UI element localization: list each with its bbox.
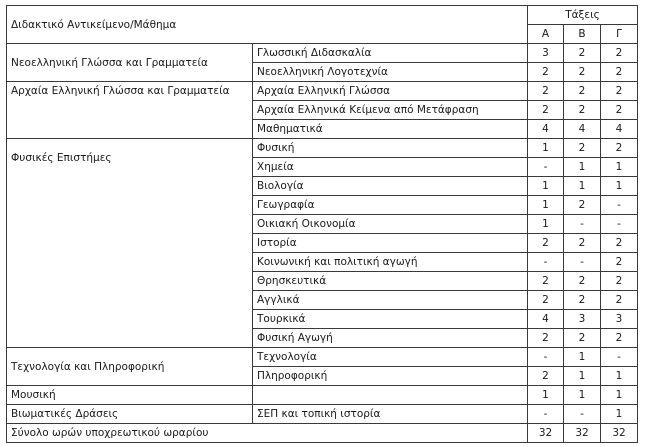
hours-b-cell: 1	[564, 158, 601, 177]
hours-b-cell: 2	[564, 329, 601, 348]
header-row	[7, 6, 638, 25]
hours-b-cell: -	[564, 405, 601, 424]
hours-c-cell: 2	[601, 272, 638, 291]
hours-b-cell: 3	[564, 310, 601, 329]
hours-a-cell: -	[528, 253, 564, 272]
table-row	[7, 44, 638, 63]
subject-cell: Τεχνολογία και Πληροφορική	[7, 348, 253, 386]
hours-b-cell: 1	[564, 386, 601, 405]
hours-a-cell: -	[528, 348, 564, 367]
hours-c-cell: 2	[601, 63, 638, 82]
course-cell: Πληροφορική	[253, 367, 528, 386]
course-cell: Κοινωνική και πολιτική αγωγή	[253, 253, 528, 272]
hours-b-cell: 2	[564, 82, 601, 101]
hours-b-cell: 2	[564, 196, 601, 215]
hours-a-cell: 2	[528, 272, 564, 291]
course-cell: Νεοελληνική Λογοτεχνία	[253, 63, 528, 82]
hours-c-cell: -	[601, 196, 638, 215]
hours-b-cell: 1	[564, 348, 601, 367]
hours-b-cell: 4	[564, 120, 601, 139]
hours-a-cell: 3	[528, 44, 564, 63]
hours-b-cell: 2	[564, 291, 601, 310]
course-cell: Τεχνολογία	[253, 348, 528, 367]
hours-c-cell: 1	[601, 177, 638, 196]
hours-a-cell: 2	[528, 82, 564, 101]
hours-c-cell: 1	[601, 386, 638, 405]
subject-cell: Βιωματικές Δράσεις	[7, 405, 253, 424]
hours-b-cell: 1	[564, 367, 601, 386]
class-c-header: Γ	[601, 25, 638, 44]
hours-a-cell: 1	[528, 196, 564, 215]
subject-header: Διδακτικό Αντικείμενο/Μάθημα	[7, 6, 528, 44]
table-row	[7, 386, 638, 405]
hours-c-cell: 1	[601, 367, 638, 386]
hours-a-cell: 1	[528, 177, 564, 196]
course-cell: Αρχαία Ελληνικά Κείμενα από Μετάφραση	[253, 101, 528, 120]
total-c-cell: 32	[601, 424, 638, 443]
course-cell: Φυσική	[253, 139, 528, 158]
course-cell: Γεωγραφία	[253, 196, 528, 215]
table-row	[7, 82, 638, 101]
hours-c-cell: 1	[601, 158, 638, 177]
hours-c-cell: 2	[601, 101, 638, 120]
hours-a-cell: 2	[528, 329, 564, 348]
hours-c-cell: 2	[601, 44, 638, 63]
hours-a-cell: 2	[528, 101, 564, 120]
hours-c-cell: 2	[601, 234, 638, 253]
hours-c-cell: 3	[601, 310, 638, 329]
course-cell: Γλωσσική Διδασκαλία	[253, 44, 528, 63]
course-cell: Οικιακή Οικονομία	[253, 215, 528, 234]
total-row	[7, 424, 638, 443]
hours-c-cell: -	[601, 215, 638, 234]
hours-b-cell: 2	[564, 139, 601, 158]
hours-a-cell: 2	[528, 367, 564, 386]
table-row	[7, 348, 638, 367]
hours-a-cell: 2	[528, 291, 564, 310]
timetable-container	[6, 5, 638, 443]
course-cell: Μαθηματικά	[253, 120, 528, 139]
hours-b-cell: 1	[564, 177, 601, 196]
course-cell: Αρχαία Ελληνική Γλώσσα	[253, 82, 528, 101]
course-cell: Φυσική Αγωγή	[253, 329, 528, 348]
classes-header: Τάξεις	[528, 6, 638, 25]
hours-c-cell: 2	[601, 139, 638, 158]
subject-cell: Φυσικές Επιστήμες	[7, 139, 253, 348]
table-row	[7, 405, 638, 424]
course-cell: Ιστορία	[253, 234, 528, 253]
hours-c-cell: 2	[601, 329, 638, 348]
hours-b-cell: -	[564, 253, 601, 272]
hours-b-cell: 2	[564, 234, 601, 253]
course-cell: Βιολογία	[253, 177, 528, 196]
hours-b-cell: 2	[564, 63, 601, 82]
hours-c-cell: 2	[601, 253, 638, 272]
hours-b-cell: 2	[564, 44, 601, 63]
hours-c-cell: 2	[601, 291, 638, 310]
weekly-hours-table	[6, 5, 638, 443]
subject-cell: Αρχαία Ελληνική Γλώσσα και Γραμματεία	[7, 82, 253, 139]
subject-cell: Μουσική	[7, 386, 253, 405]
total-b-cell: 32	[564, 424, 601, 443]
course-cell: Τουρκικά	[253, 310, 528, 329]
class-a-header: Α	[528, 25, 564, 44]
hours-a-cell: 1	[528, 139, 564, 158]
total-label: Σύνολο ωρών υποχρεωτικού ωραρίου	[7, 424, 528, 443]
hours-b-cell: 2	[564, 272, 601, 291]
hours-c-cell: 4	[601, 120, 638, 139]
course-cell: Αγγλικά	[253, 291, 528, 310]
subject-cell: Νεοελληνική Γλώσσα και Γραμματεία	[7, 44, 253, 82]
total-a-cell: 32	[528, 424, 564, 443]
hours-b-cell: -	[564, 215, 601, 234]
hours-a-cell: 1	[528, 215, 564, 234]
course-cell: Χημεία	[253, 158, 528, 177]
hours-a-cell: -	[528, 405, 564, 424]
course-cell: Θρησκευτικά	[253, 272, 528, 291]
hours-c-cell: -	[601, 348, 638, 367]
hours-a-cell: 2	[528, 234, 564, 253]
hours-a-cell: -	[528, 158, 564, 177]
hours-a-cell: 2	[528, 63, 564, 82]
hours-b-cell: 2	[564, 101, 601, 120]
table-row	[7, 139, 638, 158]
course-cell: ΣΕΠ και τοπική ιστορία	[253, 405, 528, 424]
class-b-header: Β	[564, 25, 601, 44]
hours-a-cell: 1	[528, 386, 564, 405]
hours-c-cell: 1	[601, 405, 638, 424]
course-cell	[253, 386, 528, 405]
hours-c-cell: 2	[601, 82, 638, 101]
hours-a-cell: 4	[528, 120, 564, 139]
hours-a-cell: 4	[528, 310, 564, 329]
